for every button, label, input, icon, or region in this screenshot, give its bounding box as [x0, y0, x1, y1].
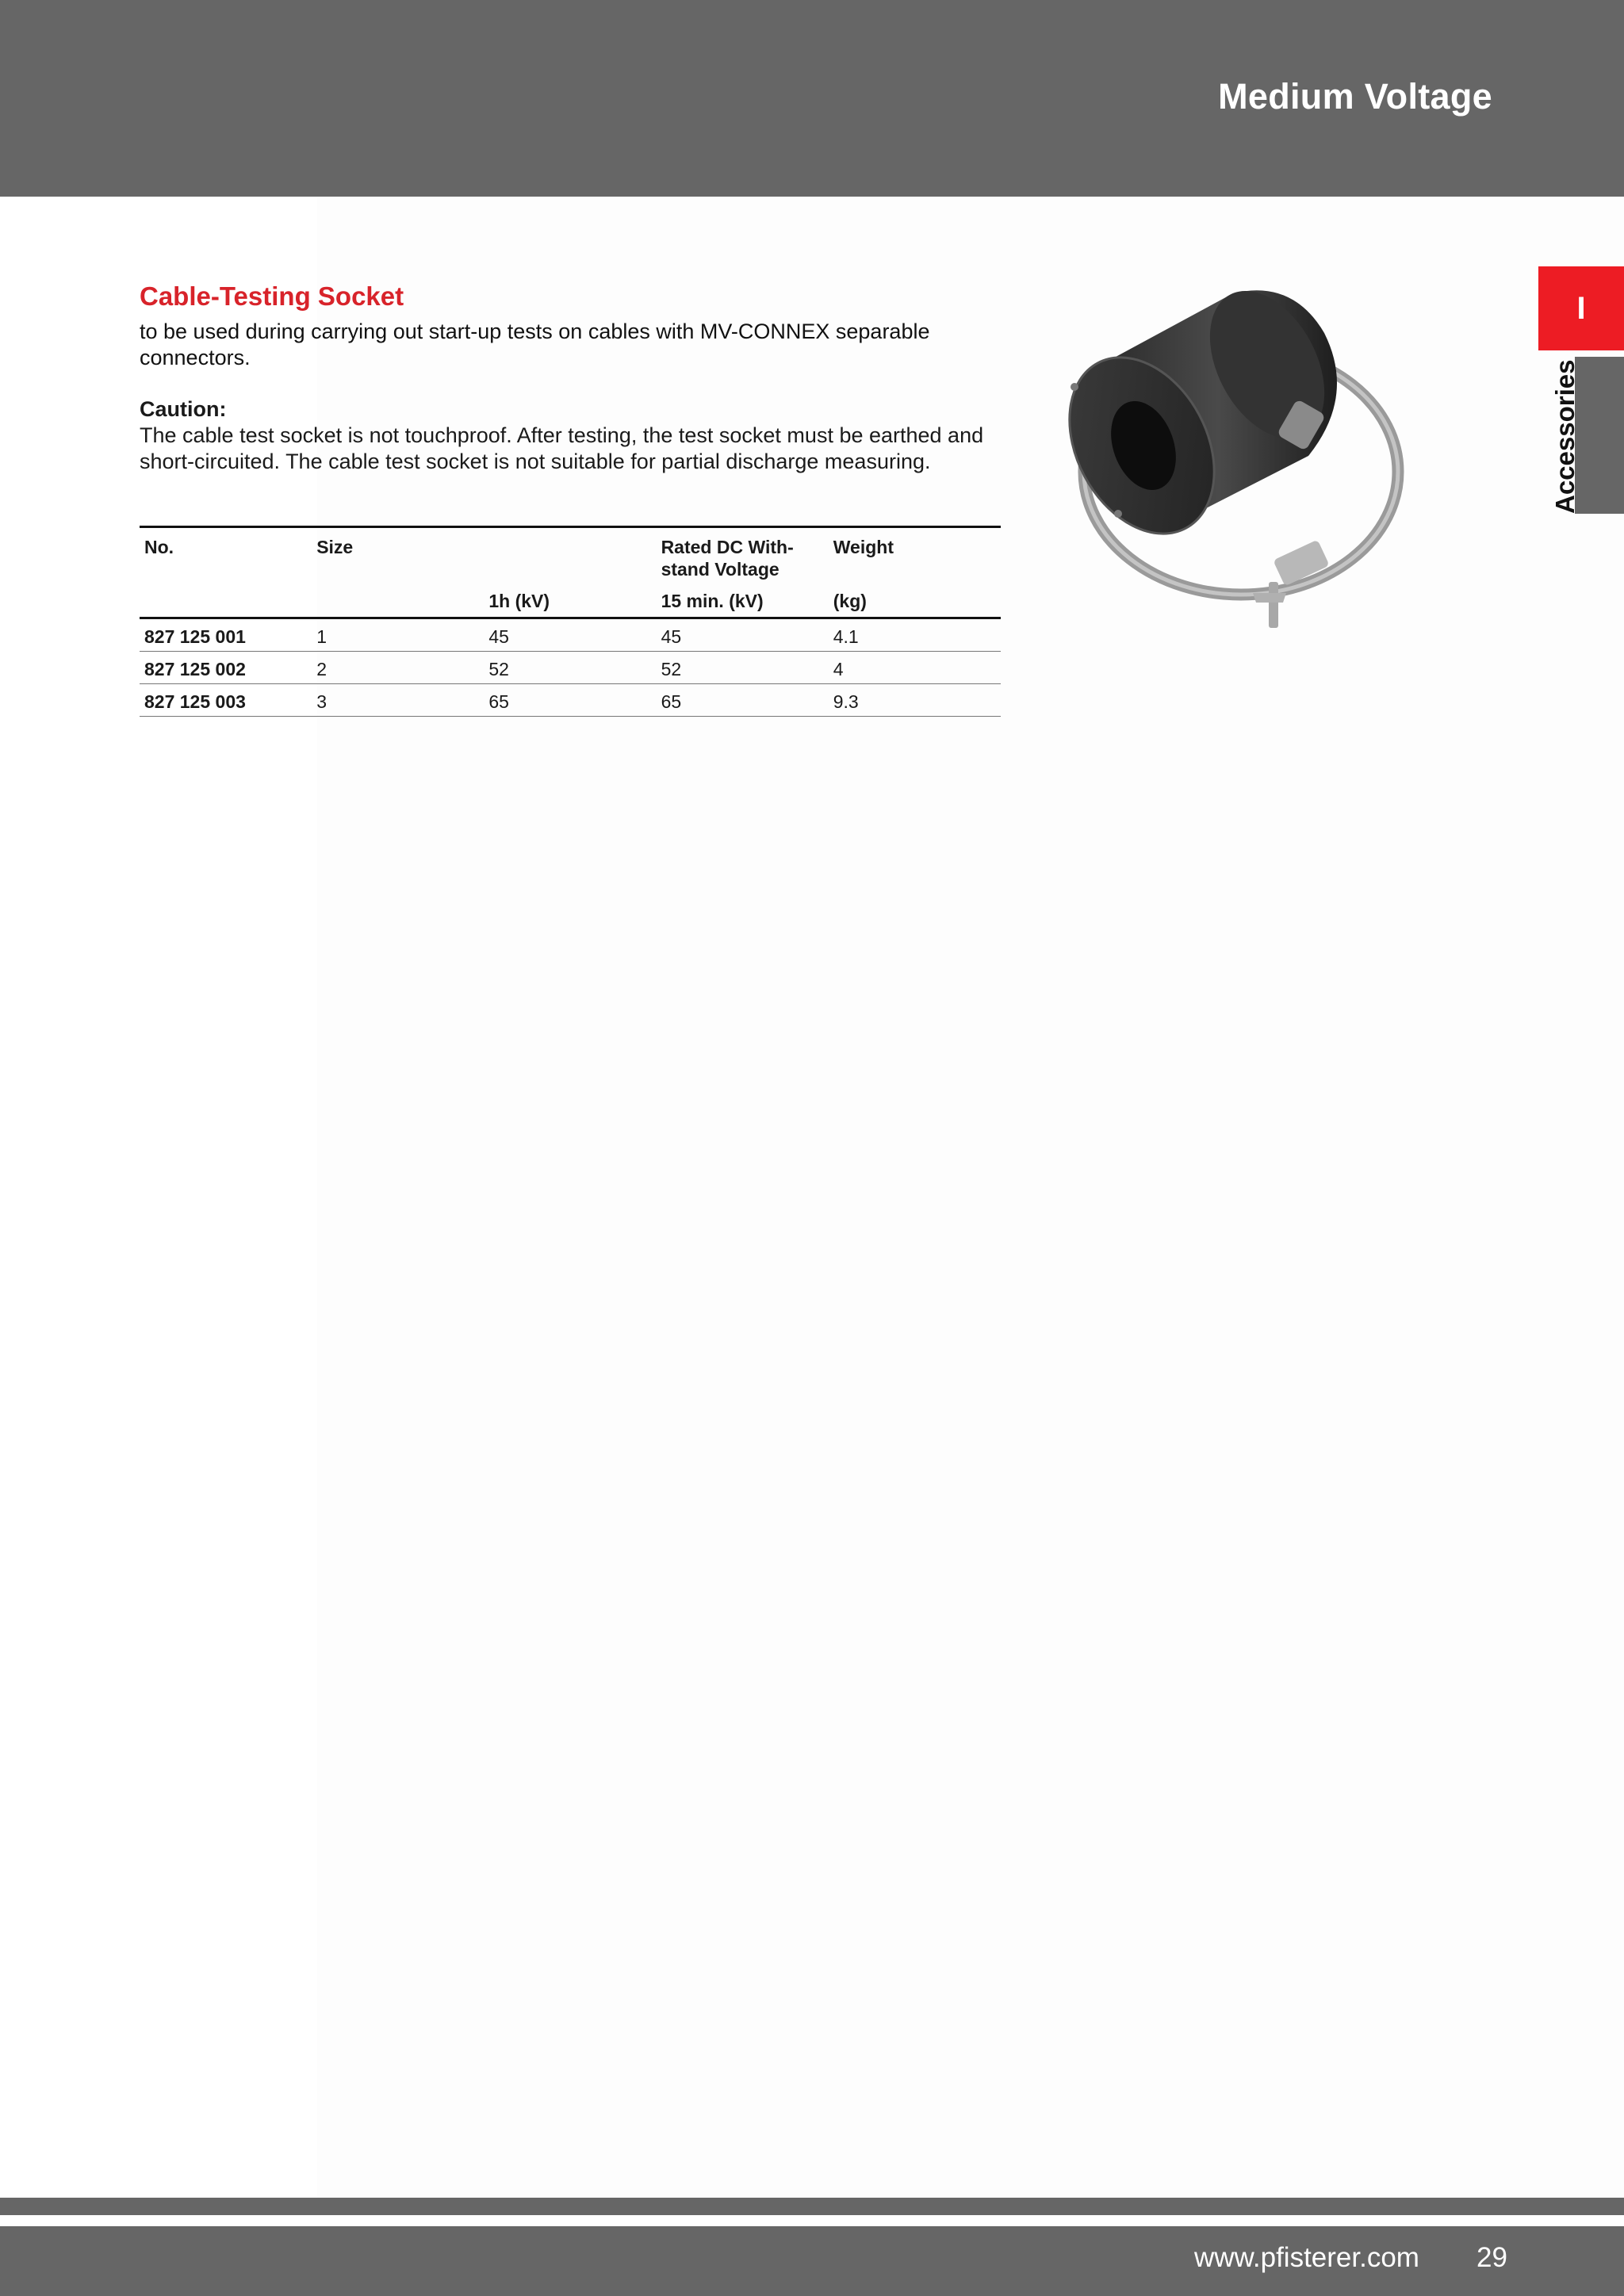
section-tab-label: Accessories	[1550, 359, 1580, 514]
cell-size: 3	[312, 684, 484, 717]
caution-text: The cable test socket is not touchproof. After testing, the test socket must be earthed and short-circuited. The cable test socket is not suitable for partial discharge measuring.	[140, 423, 984, 473]
product-photo	[1055, 277, 1427, 666]
cell-weight: 4.1	[829, 618, 1001, 652]
table-header-row	[140, 527, 1001, 586]
cell-1h-kv: 45	[484, 618, 656, 652]
section-tab	[1538, 266, 1624, 350]
table-subheader-row	[140, 585, 1001, 618]
subheader-weight-kg: (kg)	[829, 585, 1001, 618]
col-header-rated-voltage: Rated DC With-stand Voltage	[657, 527, 829, 586]
subheader-size	[312, 585, 484, 618]
cell-15min-kv: 45	[657, 618, 829, 652]
subheader-15min-kv: 15 min. (kV)	[657, 585, 829, 618]
cell-article-no: 827 125 001	[140, 618, 312, 652]
subheader-no	[140, 585, 312, 618]
product-title: Cable-Testing Socket	[140, 281, 404, 311]
cell-size: 1	[312, 618, 484, 652]
cell-article-no: 827 125 002	[140, 652, 312, 684]
header-title: Medium Voltage	[1218, 76, 1492, 117]
col-header-size: Size	[312, 527, 484, 586]
table-row	[140, 652, 1001, 684]
cell-weight: 9.3	[829, 684, 1001, 717]
content-section	[140, 277, 1001, 717]
table-row	[140, 618, 1001, 652]
cell-1h-kv: 65	[484, 684, 656, 717]
cell-1h-kv: 52	[484, 652, 656, 684]
col-header-blank	[484, 527, 656, 586]
spec-table	[140, 526, 1001, 717]
subheader-1h-kv: 1h (kV)	[484, 585, 656, 618]
footer-divider	[0, 2198, 1624, 2215]
caution-heading: Caution:	[140, 397, 227, 421]
page-number: 29	[1477, 2242, 1507, 2273]
cell-weight: 4	[829, 652, 1001, 684]
col-header-weight: Weight	[829, 527, 1001, 586]
footer-url: www.pfisterer.com	[1194, 2242, 1419, 2273]
cell-15min-kv: 52	[657, 652, 829, 684]
cell-article-no: 827 125 003	[140, 684, 312, 717]
cell-15min-kv: 65	[657, 684, 829, 717]
col-header-no: No.	[140, 527, 312, 586]
section-tab-bar	[1575, 357, 1624, 514]
product-intro: to be used during carrying out start-up tests on cables with MV-CONNEX separable connectors.	[140, 320, 930, 369]
section-tab-letter: I	[1576, 291, 1586, 326]
table-row	[140, 684, 1001, 717]
cell-size: 2	[312, 652, 484, 684]
